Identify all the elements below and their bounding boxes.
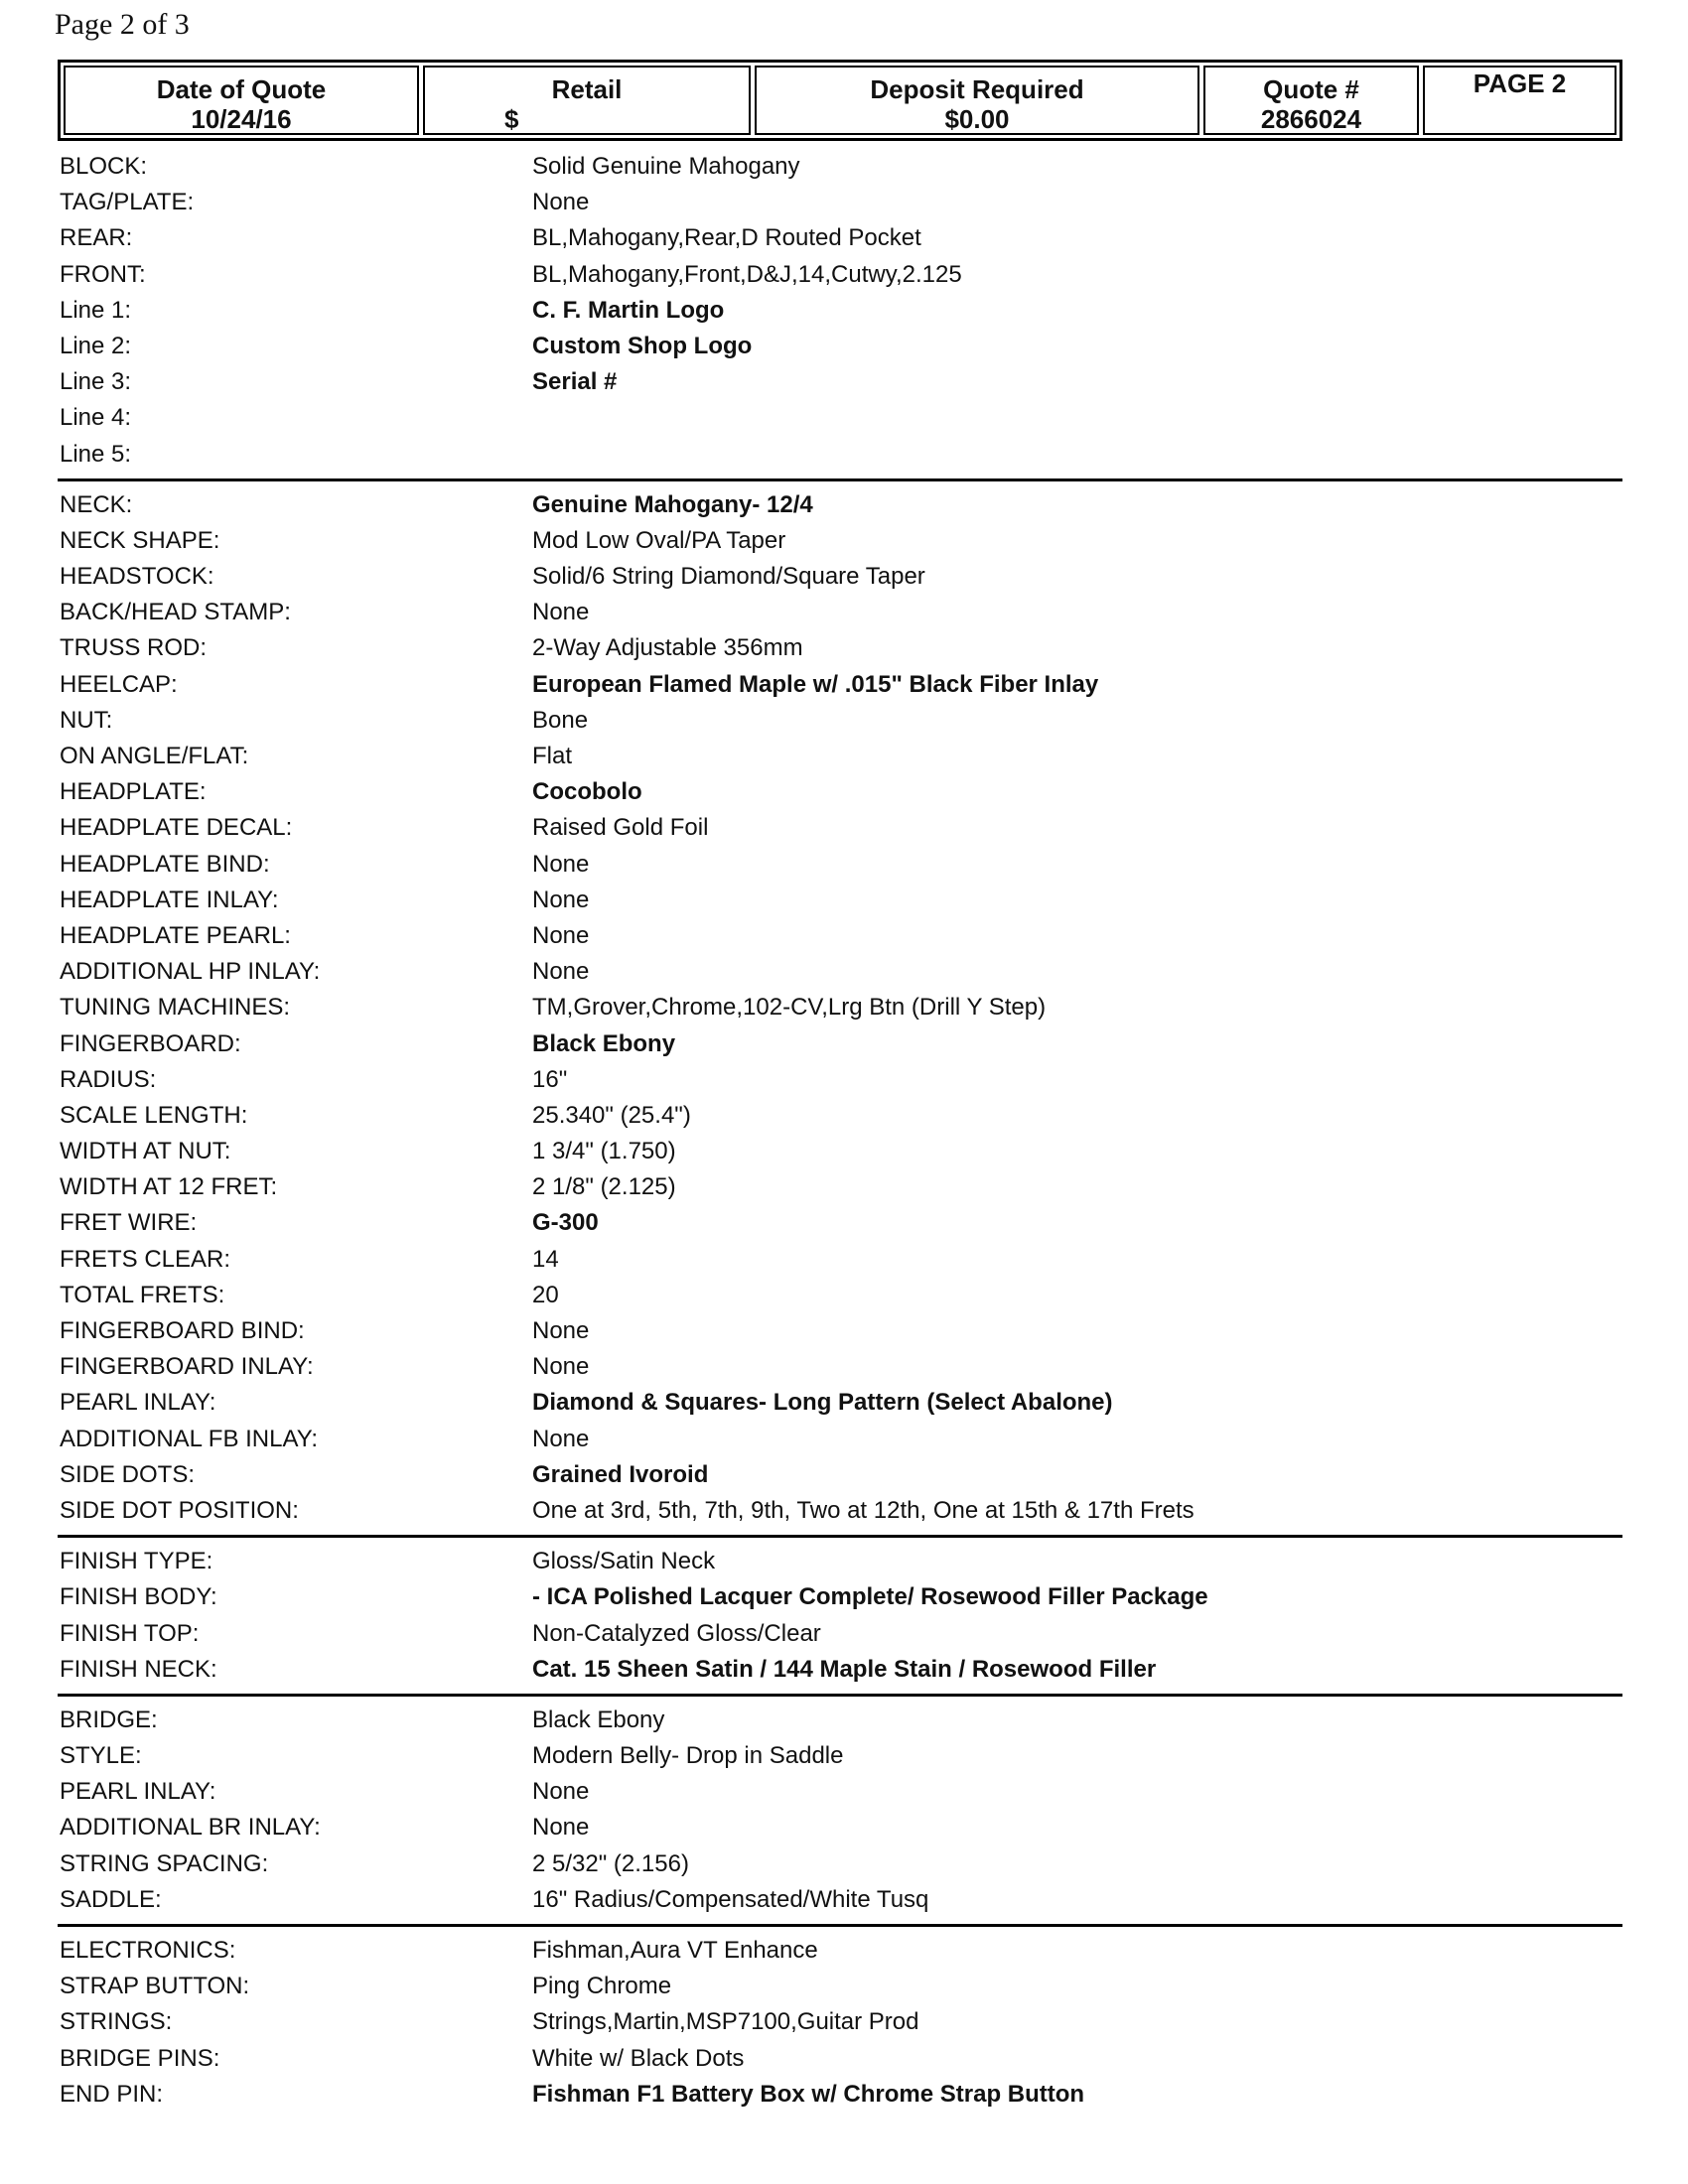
header-value: 2866024 — [1260, 104, 1362, 134]
spec-label: ELECTRONICS: — [60, 1937, 236, 1964]
spec-label: Line 2: — [60, 332, 132, 359]
spec-value: Fishman,Aura VT Enhance — [532, 1937, 818, 1964]
spec-label: FRETS CLEAR: — [60, 1245, 231, 1273]
spec-label: END PIN: — [60, 2080, 164, 2108]
spec-value: None — [532, 886, 590, 913]
spec-label: HEADSTOCK: — [60, 563, 214, 591]
spec-label: FINISH NECK: — [60, 1655, 217, 1683]
spec-label: NECK: — [60, 490, 133, 518]
spec-label: FINGERBOARD BIND: — [60, 1317, 305, 1344]
header-label: Deposit Required — [870, 74, 1084, 104]
spec-value: 2 1/8" (2.125) — [532, 1173, 676, 1201]
spec-value: 20 — [532, 1281, 559, 1308]
spec-label: STRINGS: — [60, 2008, 173, 2036]
spec-label: WIDTH AT 12 FRET: — [60, 1173, 278, 1201]
spec-label: TRUSS ROD: — [60, 634, 208, 662]
spec-label: HEADPLATE INLAY: — [60, 886, 279, 913]
spec-row — [58, 1134, 1622, 1169]
spec-sections — [58, 149, 1622, 2124]
spec-label: STRAP BUTTON: — [60, 1973, 250, 2000]
spec-label: HEADPLATE BIND: — [60, 850, 270, 878]
header-cell-date — [64, 66, 419, 135]
spec-value: None — [532, 1353, 590, 1381]
spec-value: None — [532, 1425, 590, 1452]
header-cell-retail — [423, 66, 751, 135]
section-electronics — [58, 1933, 1622, 2118]
spec-row — [58, 185, 1622, 220]
spec-row — [58, 1349, 1622, 1385]
spec-row — [58, 149, 1622, 185]
spec-label: SADDLE: — [60, 1885, 162, 1913]
spec-value: Custom Shop Logo — [532, 332, 753, 359]
spec-value: BL,Mahogany,Front,D&J,14,Cutwy,2.125 — [532, 260, 962, 288]
spec-label: HEADPLATE DECAL: — [60, 814, 293, 842]
spec-row — [58, 1313, 1622, 1349]
spec-value: Modern Belly- Drop in Saddle — [532, 1742, 844, 1770]
spec-row — [58, 400, 1622, 436]
spec-label: BRIDGE: — [60, 1706, 158, 1733]
spec-value: 1 3/4" (1.750) — [532, 1138, 676, 1165]
spec-value: Black Ebony — [532, 1029, 676, 1057]
spec-row — [58, 954, 1622, 990]
spec-row — [58, 1774, 1622, 1810]
spec-value: Solid Genuine Mahogany — [532, 153, 800, 180]
spec-row — [58, 883, 1622, 918]
spec-value: One at 3rd, 5th, 7th, 9th, Two at 12th, One at 15th & 17th Frets — [532, 1496, 1195, 1524]
spec-row — [58, 2004, 1622, 2040]
section-block — [58, 149, 1622, 481]
spec-value: 2-Way Adjustable 356mm — [532, 634, 803, 662]
spec-label: ADDITIONAL FB INLAY: — [60, 1425, 319, 1452]
spec-row — [58, 810, 1622, 846]
spec-value: Diamond & Squares- Long Pattern (Select Abalone) — [532, 1389, 1113, 1417]
spec-label: NUT: — [60, 706, 113, 734]
spec-value: TM,Grover,Chrome,102-CV,Lrg Btn (Drill Y Step) — [532, 994, 1047, 1022]
spec-value: None — [532, 958, 590, 986]
spec-label: HEADPLATE PEARL: — [60, 921, 291, 949]
spec-row — [58, 2041, 1622, 2077]
spec-label: PEARL INLAY: — [60, 1778, 216, 1806]
spec-label: HEELCAP: — [60, 670, 178, 698]
spec-row — [58, 1969, 1622, 2004]
spec-label: SIDE DOTS: — [60, 1460, 196, 1488]
spec-label: REAR: — [60, 224, 133, 252]
spec-row — [58, 1169, 1622, 1205]
spec-value: Serial # — [532, 368, 618, 396]
spec-row — [58, 487, 1622, 523]
spec-row — [58, 1205, 1622, 1241]
spec-value: None — [532, 599, 590, 626]
spec-value: Raised Gold Foil — [532, 814, 709, 842]
spec-label: ADDITIONAL BR INLAY: — [60, 1814, 321, 1842]
spec-value: None — [532, 850, 590, 878]
spec-row — [58, 595, 1622, 630]
spec-value: Grained Ivoroid — [532, 1460, 709, 1488]
spec-label: FINISH TOP: — [60, 1619, 200, 1647]
spec-value: Fishman F1 Battery Box w/ Chrome Strap Button — [532, 2080, 1085, 2108]
header-cell-deposit — [755, 66, 1199, 135]
spec-row — [58, 739, 1622, 774]
spec-value: 14 — [532, 1245, 559, 1273]
spec-row — [58, 364, 1622, 400]
spec-value: Mod Low Oval/PA Taper — [532, 526, 786, 554]
spec-row — [58, 257, 1622, 293]
spec-row — [58, 1703, 1622, 1738]
spec-row — [58, 2077, 1622, 2113]
spec-value: 16" — [532, 1065, 568, 1093]
page-label: Page 2 of 3 — [55, 8, 190, 41]
spec-row — [58, 1810, 1622, 1845]
spec-value: None — [532, 189, 590, 216]
header-label: Quote # — [1263, 74, 1359, 104]
spec-value: None — [532, 1317, 590, 1344]
spec-label: SCALE LENGTH: — [60, 1101, 248, 1129]
spec-row — [58, 1846, 1622, 1882]
spec-label: SIDE DOT POSITION: — [60, 1496, 299, 1524]
spec-value: G-300 — [532, 1209, 599, 1237]
spec-value: Bone — [532, 706, 589, 734]
spec-value: 25.340" (25.4") — [532, 1101, 691, 1129]
section-bridge — [58, 1703, 1622, 1927]
spec-label: NECK SHAPE: — [60, 526, 220, 554]
spec-value: Flat — [532, 743, 573, 769]
spec-value: White w/ Black Dots — [532, 2044, 745, 2072]
header-value: $ — [504, 104, 519, 134]
spec-label: BLOCK: — [60, 153, 148, 180]
spec-label: FINGERBOARD INLAY: — [60, 1353, 314, 1381]
spec-label: TOTAL FRETS: — [60, 1281, 225, 1308]
spec-value: Ping Chrome — [532, 1973, 672, 2000]
spec-row — [58, 847, 1622, 883]
spec-row — [58, 220, 1622, 256]
spec-label: STRING SPACING: — [60, 1849, 269, 1877]
header-cell-page — [1423, 66, 1617, 135]
spec-value: Gloss/Satin Neck — [532, 1548, 716, 1575]
spec-value: BL,Mahogany,Rear,D Routed Pocket — [532, 224, 921, 252]
spec-row — [58, 329, 1622, 364]
spec-row — [58, 523, 1622, 559]
header-label: Retail — [551, 74, 623, 104]
spec-label: PEARL INLAY: — [60, 1389, 216, 1417]
spec-row — [58, 918, 1622, 954]
spec-row — [58, 1652, 1622, 1688]
spec-label: FINISH BODY: — [60, 1583, 217, 1611]
spec-row — [58, 559, 1622, 595]
spec-value: Cat. 15 Sheen Satin / 144 Maple Stain / Rosewood Filler — [532, 1655, 1157, 1683]
spec-row — [58, 1579, 1622, 1615]
spec-label: Line 4: — [60, 404, 132, 432]
header-value: 10/24/16 — [191, 104, 292, 134]
spec-label: STYLE: — [60, 1742, 142, 1770]
spec-label: ON ANGLE/FLAT: — [60, 743, 249, 769]
spec-value: 16" Radius/Compensated/White Tusq — [532, 1885, 929, 1913]
spec-value: C. F. Martin Logo — [532, 296, 725, 324]
spec-row — [58, 667, 1622, 703]
spec-row — [58, 990, 1622, 1025]
spec-value: Genuine Mahogany- 12/4 — [532, 490, 813, 518]
spec-label: ADDITIONAL HP INLAY: — [60, 958, 321, 986]
spec-row — [58, 437, 1622, 473]
spec-row — [58, 1098, 1622, 1134]
spec-label: FINGERBOARD: — [60, 1029, 241, 1057]
spec-value: None — [532, 921, 590, 949]
header-cell-quote-number — [1203, 66, 1419, 135]
spec-label: RADIUS: — [60, 1065, 157, 1093]
spec-value: Black Ebony — [532, 1706, 665, 1733]
spec-value: - ICA Polished Lacquer Complete/ Rosewood Filler Package — [532, 1583, 1208, 1611]
spec-value: Solid/6 String Diamond/Square Taper — [532, 563, 925, 591]
quote-header — [58, 60, 1622, 141]
spec-row — [58, 1026, 1622, 1062]
spec-label: BRIDGE PINS: — [60, 2044, 220, 2072]
spec-row — [58, 1544, 1622, 1579]
spec-row — [58, 1493, 1622, 1529]
spec-row — [58, 1422, 1622, 1457]
spec-row — [58, 293, 1622, 329]
spec-label: BACK/HEAD STAMP: — [60, 599, 291, 626]
spec-row — [58, 1385, 1622, 1421]
spec-value: None — [532, 1778, 590, 1806]
spec-label: FINISH TYPE: — [60, 1548, 213, 1575]
spec-row — [58, 1738, 1622, 1774]
spec-label: FRONT: — [60, 260, 146, 288]
spec-row — [58, 1616, 1622, 1652]
spec-row — [58, 630, 1622, 666]
spec-row — [58, 1457, 1622, 1493]
spec-value: Cocobolo — [532, 778, 642, 806]
spec-row — [58, 774, 1622, 810]
spec-row — [58, 1278, 1622, 1313]
spec-label: HEADPLATE: — [60, 778, 207, 806]
spec-value: 2 5/32" (2.156) — [532, 1849, 689, 1877]
spec-label: TUNING MACHINES: — [60, 994, 291, 1022]
spec-label: Line 5: — [60, 440, 132, 468]
spec-row — [58, 1882, 1622, 1918]
spec-row — [58, 1062, 1622, 1098]
spec-label: FRET WIRE: — [60, 1209, 198, 1237]
spec-value: None — [532, 1814, 590, 1842]
spec-row — [58, 703, 1622, 739]
spec-row — [58, 1242, 1622, 1278]
spec-label: Line 3: — [60, 368, 132, 396]
header-label: PAGE 2 — [1473, 68, 1567, 98]
spec-row — [58, 1933, 1622, 1969]
spec-value: Non-Catalyzed Gloss/Clear — [532, 1619, 821, 1647]
spec-label: Line 1: — [60, 296, 132, 324]
section-neck — [58, 487, 1622, 1538]
spec-label: WIDTH AT NUT: — [60, 1138, 231, 1165]
header-value: $0.00 — [944, 104, 1010, 134]
spec-value: Strings,Martin,MSP7100,Guitar Prod — [532, 2008, 919, 2036]
spec-value: European Flamed Maple w/ .015" Black Fiber Inlay — [532, 670, 1099, 698]
section-finish — [58, 1544, 1622, 1697]
header-label: Date of Quote — [156, 74, 327, 104]
spec-label: TAG/PLATE: — [60, 189, 195, 216]
